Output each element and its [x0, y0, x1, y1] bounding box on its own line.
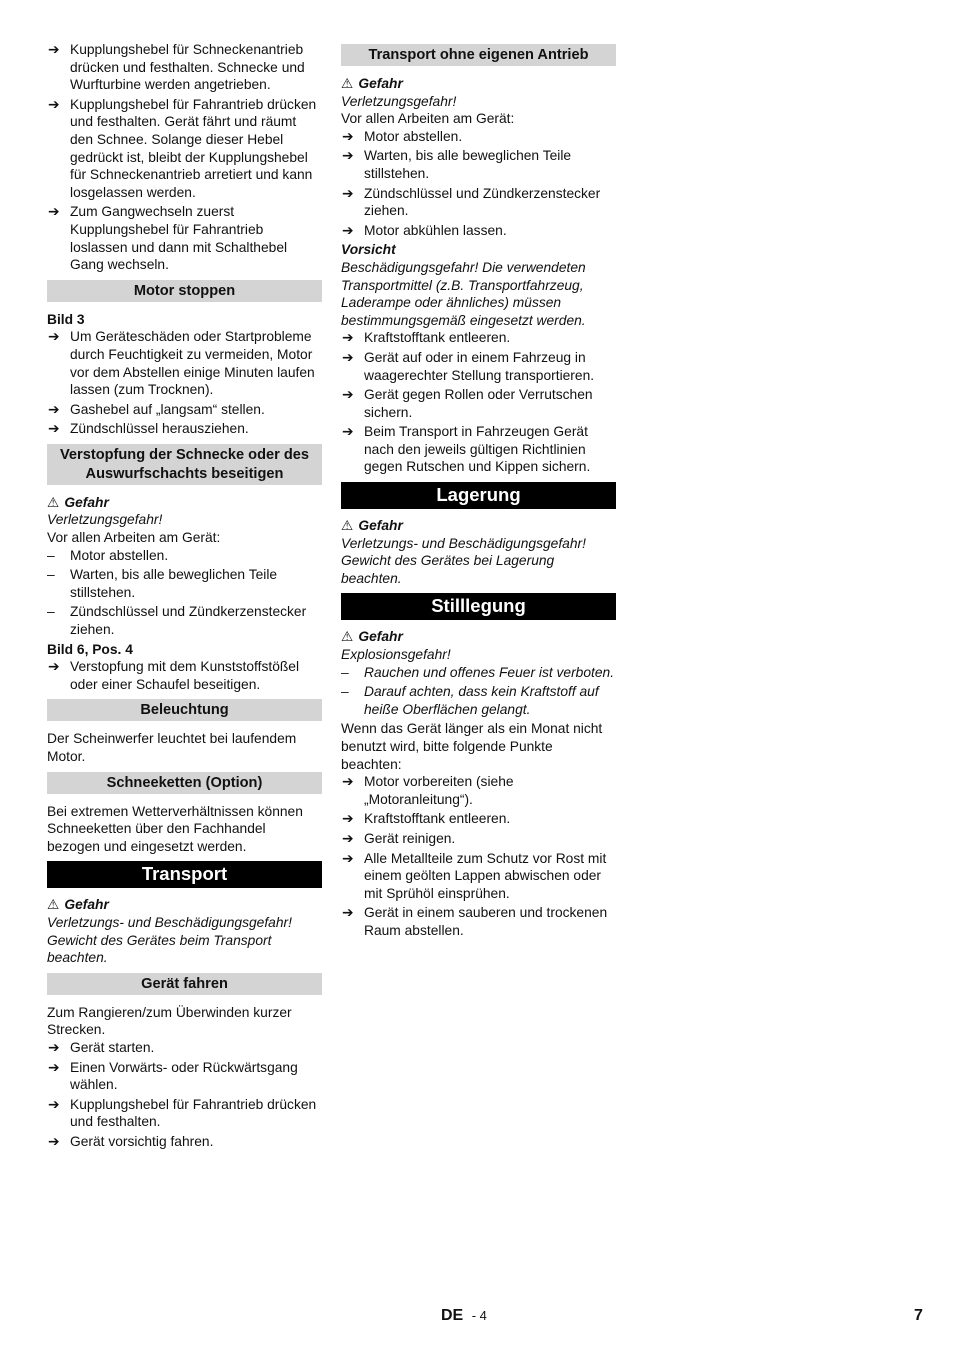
arrow-right-icon: ➔ — [48, 401, 60, 417]
arrow-right-icon: ➔ — [342, 850, 354, 866]
arrow-right-icon: ➔ — [342, 774, 354, 790]
list-item: ➔ Kupplungshebel für Schneckenantrieb drücken und festhalten. Schnecke und Wurfturbine werden angetrieben. — [48, 42, 305, 93]
list-item: ➔ Motor vorbereiten (siehe „Motoranleitung“). — [342, 774, 514, 807]
section-heading-motor-stoppen: Motor stoppen — [47, 280, 322, 302]
warning-text: Verletzungsgefahr! — [47, 512, 163, 528]
warning-text: Verletzungs- und Beschädigungsgefahr! Gewicht des Gerätes bei Lagerung beachten. — [341, 535, 586, 586]
chapter-heading-lagerung: Lagerung — [341, 482, 616, 509]
list-item: – Darauf achten, dass kein Kraftstoff auf heiße Oberflächen gelangt. — [341, 684, 599, 717]
list-item: ➔ Gashebel auf „langsam“ stellen. — [48, 401, 265, 417]
dash-marker: – — [47, 567, 55, 583]
list-item: ➔ Gerät gegen Rollen oder Verrutschen sichern. — [342, 387, 593, 420]
figure-label: Bild 3 — [47, 311, 85, 327]
list-item: ➔ Gerät in einem sauberen und trockenen Raum abstellen. — [342, 905, 608, 938]
arrow-right-icon: ➔ — [342, 330, 354, 346]
list-item: ➔ Gerät reinigen. — [342, 830, 456, 846]
intro-text: Vor allen Arbeiten am Gerät: — [341, 111, 515, 127]
arrow-right-icon: ➔ — [342, 185, 354, 201]
list-item: ➔ Gerät vorsichtig fahren. — [48, 1133, 214, 1149]
arrow-right-icon: ➔ — [48, 421, 60, 437]
list-item: ➔ Beim Transport in Fahrzeugen Gerät nach den jeweils gültigen Richtlinien gegen Rutschen und Kippen sichern. — [342, 424, 591, 475]
list-item: ➔ Kraftstofftank entleeren. — [342, 811, 511, 827]
intro-list — [47, 41, 322, 274]
warning-text: Verletzungs- und Beschädigungsgefahr! Gewicht des Gerätes beim Transport beachten. — [47, 914, 292, 966]
arrow-right-icon: ➔ — [48, 1039, 60, 1055]
warning-text: Explosionsgefahr! — [341, 647, 451, 663]
arrow-right-icon: ➔ — [48, 96, 60, 112]
list-item: ➔ Einen Vorwärts- oder Rückwärtsgang wählen. — [48, 1059, 298, 1093]
list-item: – Zündschlüssel und Zündkerzenstecker ziehen. — [47, 604, 307, 638]
list-item: ➔ Zum Gangwechseln zuerst Kupplungshebel für Fahrantrieb loslassen und dann mit Schalthebel Gang wechseln. — [48, 204, 288, 273]
page-number: 7 — [914, 1307, 923, 1324]
caution-text: Beschädigungsgefahr! Die verwendeten Transportmittel (z.B. Transportfahrzeug, Laderampe oder ähnliches) müssen bestimmungsgemäß eingesetzt werden. — [341, 259, 586, 328]
figure-label: Bild 6, Pos. 4 — [47, 641, 133, 657]
warning-text: Verletzungsgefahr! — [341, 93, 457, 109]
section-heading-verstopfung: Verstopfung der Schnecke oder des Auswurfschachts beseitigen — [47, 444, 322, 485]
warning-title: ⚠ Gefahr — [341, 518, 403, 534]
arrow-right-icon: ➔ — [342, 222, 354, 238]
list-item: ➔ Um Geräteschäden oder Startprobleme durch Feuchtigkeit zu vermeiden, Motor vor dem Abstellen einige Minuten laufen lassen (zum Trocknen). — [48, 329, 315, 398]
language-code: DE — [441, 1307, 464, 1324]
list-item: ➔ Kupplungshebel für Fahrantrieb drücken und festhalten. Gerät fährt und räumt den Schnee. Solange dieser Hebel gedrückt ist, bleibt der Kupplungshebel für Schneckenantrieb arretiert und kann losgelassen werden. — [48, 96, 317, 200]
chapter-heading-transport: Transport — [47, 861, 322, 888]
list-item: ➔ Kraftstofftank entleeren. — [342, 330, 511, 346]
intro-text: Vor allen Arbeiten am Gerät: — [47, 530, 221, 546]
section-heading-geraet-fahren: Gerät fahren — [47, 973, 322, 995]
warning-title: ⚠ Gefahr — [341, 76, 403, 91]
arrow-right-icon: ➔ — [342, 349, 354, 365]
warning-title: ⚠ Gefahr — [341, 629, 403, 645]
list-item: ➔ Gerät starten. — [48, 1039, 155, 1055]
list-item: – Warten, bis alle beweglichen Teile stillstehen. — [47, 567, 278, 600]
warning-title: ⚠ Gefahr — [47, 897, 109, 913]
list-item: ➔ Kupplungshebel für Fahrantrieb drücken und festhalten. — [48, 1096, 317, 1130]
body-text: Bei extremen Wetterverhältnissen können Schneeketten über den Fachhandel bezogen und eingesetzt werden. — [47, 803, 303, 854]
dash-marker: – — [341, 684, 349, 700]
list-item: – Motor abstellen. — [47, 547, 169, 563]
arrow-right-icon: ➔ — [342, 811, 354, 827]
warning-title: ⚠ Gefahr — [47, 494, 109, 510]
arrow-right-icon: ➔ — [342, 148, 354, 164]
dash-marker: – — [47, 604, 55, 620]
caution-title: Vorsicht — [341, 242, 396, 258]
list-item: ➔ Alle Metallteile zum Schutz vor Rost mit einem geölten Lappen abwischen oder mit Sprühöl einsprühen. — [342, 850, 607, 901]
arrow-right-icon: ➔ — [48, 1133, 60, 1149]
warning-triangle-icon: ⚠ — [341, 518, 354, 534]
list-item: ➔ Warten, bis alle beweglichen Teile stillstehen. — [342, 148, 572, 181]
warning-triangle-icon: ⚠ — [47, 494, 60, 510]
list-item: ➔ Zündschlüssel und Zündkerzenstecker ziehen. — [342, 185, 601, 219]
warning-triangle-icon: ⚠ — [341, 629, 354, 645]
arrow-right-icon: ➔ — [342, 387, 354, 403]
arrow-right-icon: ➔ — [48, 1096, 60, 1112]
arrow-right-icon: ➔ — [342, 905, 354, 921]
left-column — [47, 41, 322, 1153]
arrow-right-icon: ➔ — [48, 329, 60, 345]
right-column — [341, 38, 616, 942]
arrow-right-icon: ➔ — [342, 128, 354, 144]
body-text: Der Scheinwerfer leuchtet bei laufendem Motor. — [47, 731, 297, 764]
list-item: ➔ Motor abkühlen lassen. — [342, 222, 507, 238]
arrow-right-icon: ➔ — [342, 830, 354, 846]
warning-triangle-icon: ⚠ — [47, 897, 60, 913]
warning-triangle-icon: ⚠ — [341, 76, 354, 91]
list-item: – Rauchen und offenes Feuer ist verboten. — [341, 664, 615, 680]
section-heading-transport-ohne-antrieb: Transport ohne eigenen Antrieb — [341, 44, 616, 66]
chapter-heading-stilllegung: Stilllegung — [341, 593, 616, 620]
body-text: Zum Rangieren/zum Überwinden kurzer Strecken. — [47, 1004, 292, 1038]
section-page: - 4 — [471, 1308, 487, 1323]
page-footer-ref — [441, 1307, 487, 1325]
section-heading-schneeketten: Schneeketten (Option) — [47, 772, 322, 794]
list-item: ➔ Zündschlüssel herausziehen. — [48, 421, 249, 437]
list-item: ➔ Verstopfung mit dem Kunststoffstößel oder einer Schaufel beseitigen. — [48, 659, 300, 692]
list-item: ➔ Gerät auf oder in einem Fahrzeug in waagerechter Stellung transportieren. — [342, 349, 595, 383]
arrow-right-icon: ➔ — [342, 424, 354, 440]
arrow-right-icon: ➔ — [48, 204, 60, 220]
arrow-right-icon: ➔ — [48, 1059, 60, 1075]
arrow-right-icon: ➔ — [48, 42, 60, 57]
dash-marker: – — [47, 547, 55, 563]
arrow-right-icon: ➔ — [48, 659, 60, 675]
list-item: ➔ Motor abstellen. — [342, 128, 463, 144]
dash-marker: – — [341, 664, 349, 680]
section-heading-beleuchtung: Beleuchtung — [47, 699, 322, 721]
body-text: Wenn das Gerät länger als ein Monat nicht benutzt wird, bitte folgende Punkte beachten: — [341, 721, 603, 772]
